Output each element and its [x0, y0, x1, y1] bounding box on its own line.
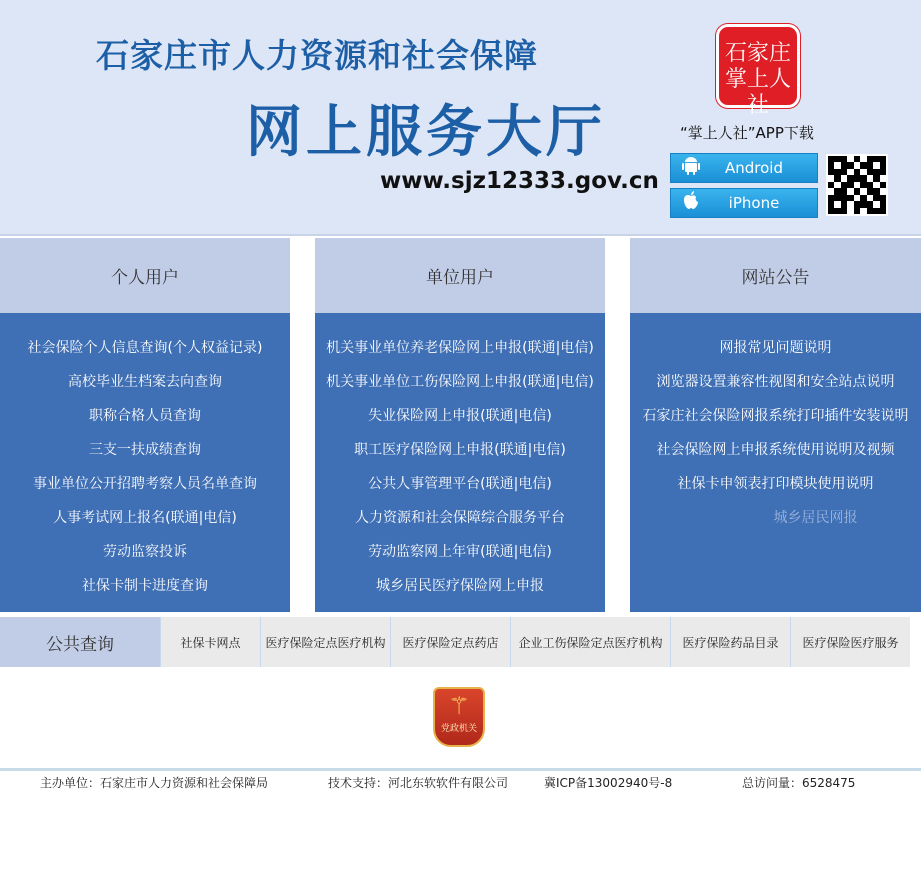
banner — [0, 0, 921, 236]
unit-users-links — [315, 313, 605, 612]
site-notice-panel — [630, 238, 921, 612]
personal-users-panel — [0, 238, 290, 612]
link-public-personnel-platform[interactable]: 公共人事管理平台(联通|电信) — [368, 476, 552, 492]
link-system-manual-video[interactable]: 社会保险网上申报系统使用说明及视频 — [656, 442, 895, 458]
pq-drug-catalog[interactable]: 医疗保险药品目录 — [670, 617, 790, 667]
link-social-card-form-print[interactable]: 社保卡申领表打印模块使用说明 — [677, 476, 874, 492]
link-browser-settings[interactable]: 浏览器设置兼容性视图和安全站点说明 — [656, 374, 895, 390]
pq-social-card-outlets[interactable]: 社保卡网点 — [160, 617, 260, 667]
footer-tech-support: 技术支持：河北东软软件有限公司 — [328, 776, 509, 790]
banner-title: 石家庄市人力资源和社会保障 — [96, 36, 538, 75]
site-notice-header: 网站公告 — [630, 238, 921, 313]
link-medical-online-declare[interactable]: 职工医疗保险网上申报(联通|电信) — [354, 442, 566, 458]
personal-users-header: 个人用户 — [0, 238, 290, 313]
app-logo — [716, 24, 800, 118]
public-query-label: 公共查询 — [0, 617, 160, 667]
link-labor-inspection-annual-review[interactable]: 劳动监察网上年审(联通|电信) — [368, 544, 552, 560]
link-graduate-archive-query[interactable]: 高校毕业生档案去向查询 — [68, 374, 222, 390]
pq-medical-services[interactable]: 医疗保险医疗服务 — [790, 617, 910, 667]
footer-visit-count: 总访问量：6528475 — [742, 776, 856, 790]
personal-users-links — [0, 313, 290, 612]
unit-users-header: 单位用户 — [315, 238, 605, 313]
emblem-text: 党政机关 — [440, 724, 477, 734]
link-unemployment-online-declare[interactable]: 失业保险网上申报(联通|电信) — [368, 408, 552, 424]
pq-designated-pharmacies[interactable]: 医疗保险定点药店 — [390, 617, 510, 667]
site-notice-links — [630, 313, 921, 612]
link-resident-medical-declare[interactable]: 城乡居民医疗保险网上申报 — [376, 578, 544, 594]
link-print-plugin[interactable]: 石家庄社会保险网报系统打印插件安装说明 — [642, 408, 909, 424]
emblem-glyph-icon: ⚚ — [448, 692, 470, 720]
footer-divider — [0, 768, 921, 771]
footer-host: 主办单位：石家庄市人力资源和社会保障局 — [40, 776, 269, 790]
android-download-button[interactable] — [670, 153, 818, 183]
pq-designated-medical-institutions[interactable]: 医疗保险定点医疗机构 — [260, 617, 390, 667]
link-labor-inspection-complaint[interactable]: 劳动监察投诉 — [103, 544, 187, 560]
iphone-download-button[interactable] — [670, 188, 818, 218]
banner-subtitle: 网上服务大厅 — [246, 99, 606, 165]
android-icon — [671, 156, 711, 181]
link-personnel-exam-signup[interactable]: 人事考试网上报名(联通|电信) — [53, 510, 237, 526]
link-pension-online-declare[interactable]: 机关事业单位养老保险网上申报(联通|电信) — [326, 340, 594, 356]
link-faq[interactable]: 网报常见问题说明 — [719, 340, 832, 356]
link-public-institution-recruit-list[interactable]: 事业单位公开招聘考察人员名单查询 — [33, 476, 257, 492]
link-resident-online-report[interactable]: 城乡居民网报 — [773, 510, 858, 526]
app-download-caption: “掌上人社”APP下载 — [680, 124, 814, 142]
link-social-insurance-personal-query[interactable]: 社会保险个人信息查询(个人权益记录) — [27, 340, 263, 356]
link-sanzhi-yifu-score-query[interactable]: 三支一扶成绩查询 — [89, 442, 201, 458]
party-emblem[interactable] — [433, 687, 485, 747]
link-hrss-service-platform[interactable]: 人力资源和社会保障综合服务平台 — [355, 510, 565, 526]
footer-icp[interactable]: 冀ICP备13002940号-8 — [544, 776, 673, 790]
site-url: www.sjz12333.gov.cn — [380, 168, 659, 194]
android-label: Android — [725, 159, 783, 177]
public-query-bar — [0, 617, 921, 667]
link-title-qualified-query[interactable]: 职称合格人员查询 — [89, 408, 201, 424]
qr-code — [826, 154, 888, 216]
link-social-card-progress[interactable]: 社保卡制卡进度查询 — [82, 578, 208, 594]
pq-injury-designated-institutions[interactable]: 企业工伤保险定点医疗机构 — [510, 617, 670, 667]
link-injury-online-declare[interactable]: 机关事业单位工伤保险网上申报(联通|电信) — [326, 374, 594, 390]
apple-icon — [671, 191, 711, 215]
unit-users-panel — [315, 238, 605, 612]
iphone-label: iPhone — [728, 194, 780, 212]
app-logo-line2: 掌上人社 — [724, 67, 791, 118]
app-logo-line1: 石家庄 — [724, 41, 791, 66]
